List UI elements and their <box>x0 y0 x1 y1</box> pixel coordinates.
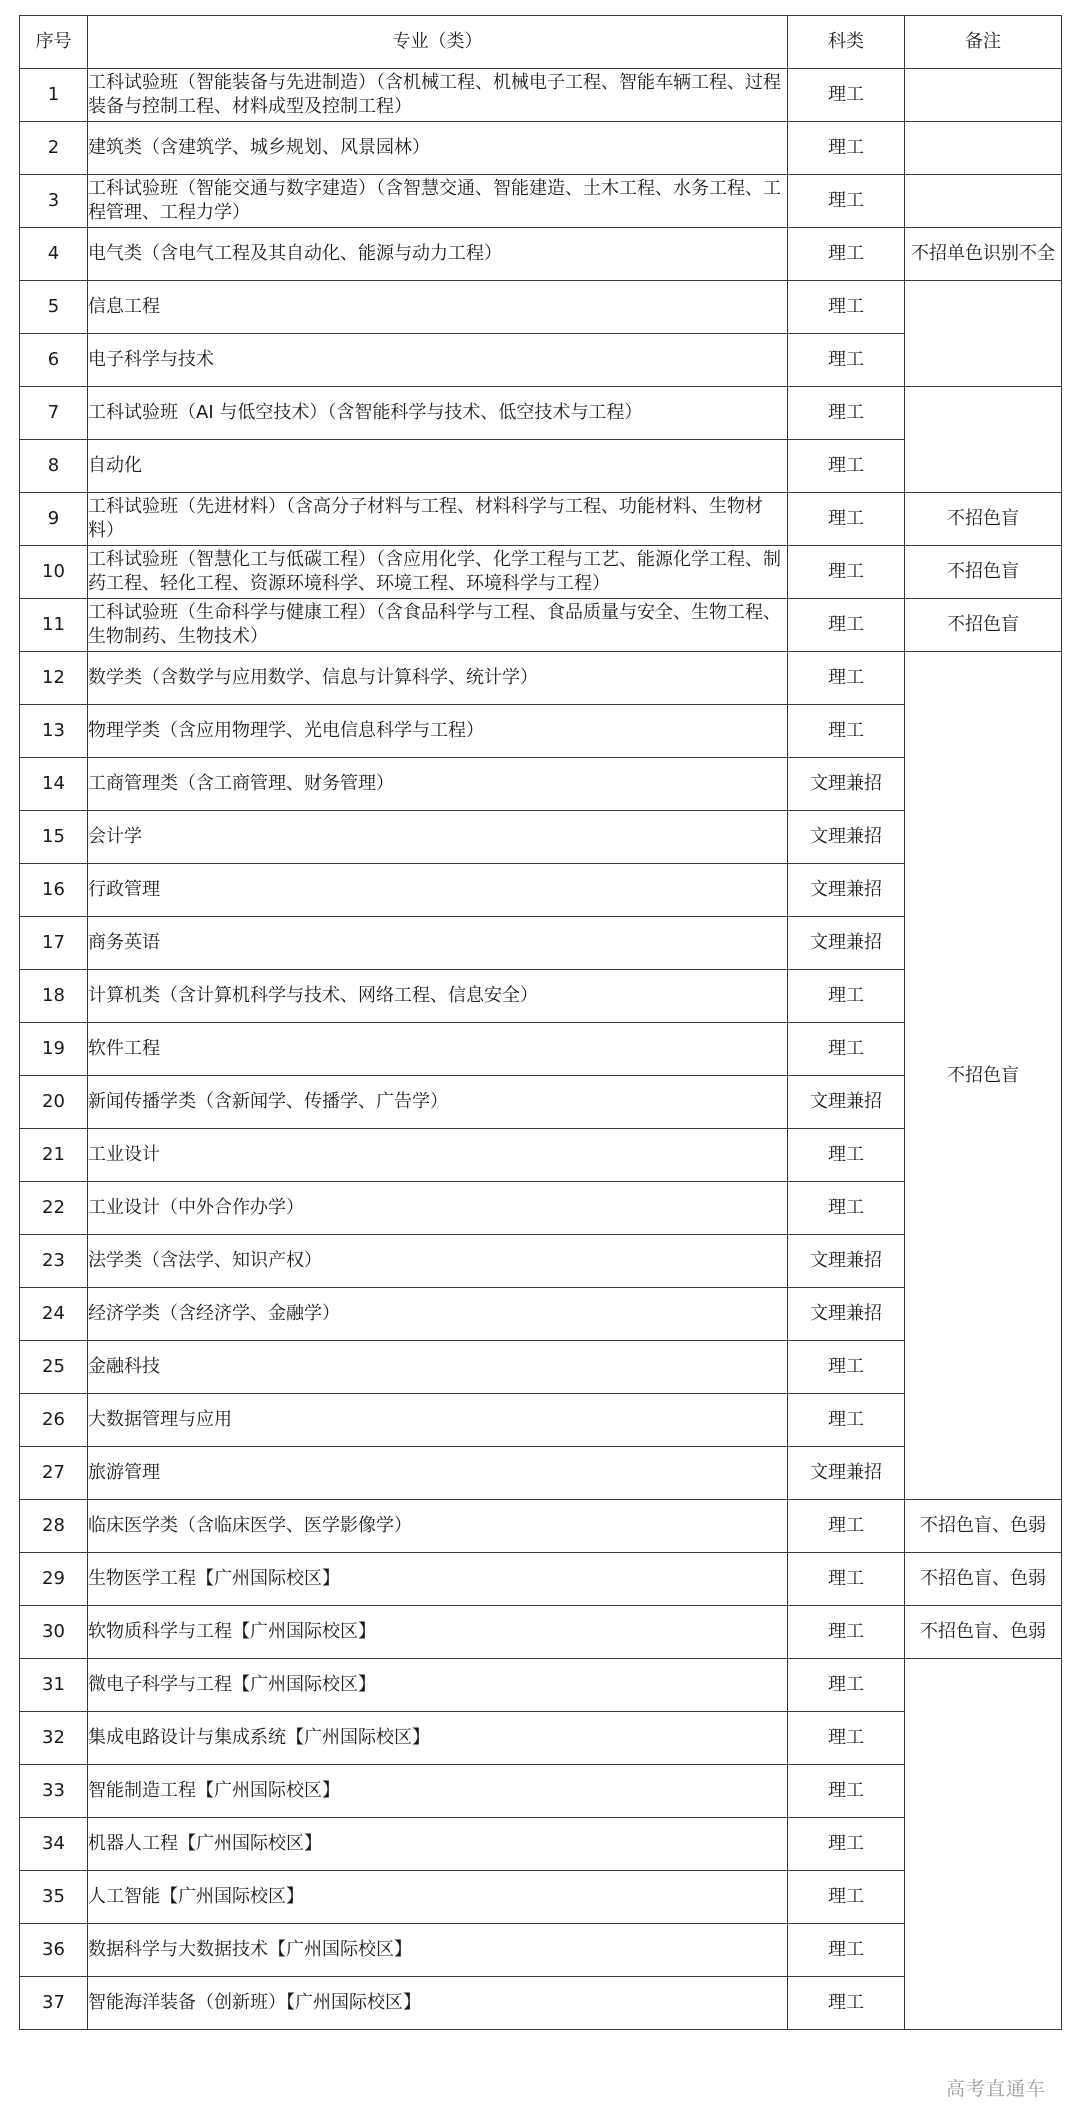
major-category: 理工 <box>788 970 905 1023</box>
major-name: 智能海洋装备（创新班）【广州国际校区】 <box>88 1977 788 2030</box>
row-number: 14 <box>20 758 88 811</box>
major-category: 文理兼招 <box>788 811 905 864</box>
major-name: 集成电路设计与集成系统【广州国际校区】 <box>88 1712 788 1765</box>
remark-cell <box>905 281 1062 387</box>
major-name: 法学类（含法学、知识产权） <box>88 1235 788 1288</box>
table-row <box>20 599 1062 652</box>
major-category: 文理兼招 <box>788 758 905 811</box>
table-row <box>20 1500 1062 1553</box>
major-category: 理工 <box>788 387 905 440</box>
major-category: 理工 <box>788 652 905 705</box>
major-category: 文理兼招 <box>788 1288 905 1341</box>
row-number: 9 <box>20 493 88 546</box>
header-major: 专业（类） <box>88 16 788 69</box>
remark-cell <box>905 175 1062 228</box>
remark-cell: 不招色盲 <box>905 652 1062 1500</box>
major-category: 文理兼招 <box>788 864 905 917</box>
major-category: 文理兼招 <box>788 1235 905 1288</box>
row-number: 11 <box>20 599 88 652</box>
major-name: 建筑类（含建筑学、城乡规划、风景园林） <box>88 122 788 175</box>
row-number: 23 <box>20 1235 88 1288</box>
major-category: 理工 <box>788 1129 905 1182</box>
major-category: 理工 <box>788 1606 905 1659</box>
row-number: 20 <box>20 1076 88 1129</box>
major-category: 理工 <box>788 175 905 228</box>
major-name: 智能制造工程【广州国际校区】 <box>88 1765 788 1818</box>
major-name: 工科试验班（智慧化工与低碳工程）（含应用化学、化学工程与工艺、能源化学工程、制药工程、轻化工程、资源环境科学、环境工程、环境科学与工程） <box>88 546 788 599</box>
table-row <box>20 652 1062 705</box>
row-number: 31 <box>20 1659 88 1712</box>
header-category: 科类 <box>788 16 905 69</box>
major-category: 理工 <box>788 69 905 122</box>
major-name: 自动化 <box>88 440 788 493</box>
row-number: 25 <box>20 1341 88 1394</box>
major-name: 软件工程 <box>88 1023 788 1076</box>
major-name: 物理学类（含应用物理学、光电信息科学与工程） <box>88 705 788 758</box>
table-row <box>20 281 1062 334</box>
row-number: 36 <box>20 1924 88 1977</box>
table-row <box>20 122 1062 175</box>
major-category: 理工 <box>788 1977 905 2030</box>
major-category: 文理兼招 <box>788 1447 905 1500</box>
table-row <box>20 387 1062 440</box>
major-category: 理工 <box>788 281 905 334</box>
table-row <box>20 228 1062 281</box>
major-name: 工科试验班（AI 与低空技术）（含智能科学与技术、低空技术与工程） <box>88 387 788 440</box>
major-category: 理工 <box>788 1712 905 1765</box>
row-number: 29 <box>20 1553 88 1606</box>
table-row <box>20 546 1062 599</box>
major-name: 电子科学与技术 <box>88 334 788 387</box>
major-category: 理工 <box>788 1023 905 1076</box>
major-category: 理工 <box>788 1871 905 1924</box>
row-number: 7 <box>20 387 88 440</box>
major-category: 理工 <box>788 334 905 387</box>
remark-cell: 不招色盲 <box>905 493 1062 546</box>
row-number: 22 <box>20 1182 88 1235</box>
row-number: 17 <box>20 917 88 970</box>
major-name: 数学类（含数学与应用数学、信息与计算科学、统计学） <box>88 652 788 705</box>
row-number: 34 <box>20 1818 88 1871</box>
major-name: 人工智能【广州国际校区】 <box>88 1871 788 1924</box>
major-name: 商务英语 <box>88 917 788 970</box>
major-category: 理工 <box>788 493 905 546</box>
table-row <box>20 1606 1062 1659</box>
row-number: 24 <box>20 1288 88 1341</box>
remark-cell: 不招单色识别不全 <box>905 228 1062 281</box>
major-name: 工业设计 <box>88 1129 788 1182</box>
row-number: 26 <box>20 1394 88 1447</box>
major-name: 工科试验班（生命科学与健康工程）（含食品科学与工程、食品质量与安全、生物工程、生物制药、生物技术） <box>88 599 788 652</box>
row-number: 16 <box>20 864 88 917</box>
major-name: 电气类（含电气工程及其自动化、能源与动力工程） <box>88 228 788 281</box>
major-category: 理工 <box>788 1553 905 1606</box>
watermark: 高考直通车 <box>945 2078 1046 2100</box>
row-number: 30 <box>20 1606 88 1659</box>
major-name: 机器人工程【广州国际校区】 <box>88 1818 788 1871</box>
row-number: 28 <box>20 1500 88 1553</box>
major-name: 行政管理 <box>88 864 788 917</box>
major-name: 工科试验班（智能交通与数字建造）（含智慧交通、智能建造、土木工程、水务工程、工程管理、工程力学） <box>88 175 788 228</box>
majors-table <box>19 15 1062 2030</box>
major-name: 微电子科学与工程【广州国际校区】 <box>88 1659 788 1712</box>
row-number: 27 <box>20 1447 88 1500</box>
major-category: 理工 <box>788 440 905 493</box>
major-name: 数据科学与大数据技术【广州国际校区】 <box>88 1924 788 1977</box>
row-number: 5 <box>20 281 88 334</box>
major-category: 理工 <box>788 1924 905 1977</box>
major-name: 经济学类（含经济学、金融学） <box>88 1288 788 1341</box>
major-category: 理工 <box>788 546 905 599</box>
major-category: 理工 <box>788 1659 905 1712</box>
row-number: 35 <box>20 1871 88 1924</box>
major-name: 旅游管理 <box>88 1447 788 1500</box>
row-number: 1 <box>20 69 88 122</box>
major-category: 理工 <box>788 705 905 758</box>
row-number: 8 <box>20 440 88 493</box>
row-number: 2 <box>20 122 88 175</box>
remark-cell: 不招色盲 <box>905 599 1062 652</box>
remark-cell <box>905 1659 1062 2030</box>
major-category: 理工 <box>788 1182 905 1235</box>
remark-cell: 不招色盲、色弱 <box>905 1500 1062 1553</box>
table-row <box>20 1553 1062 1606</box>
major-name: 工商管理类（含工商管理、财务管理） <box>88 758 788 811</box>
row-number: 21 <box>20 1129 88 1182</box>
table-row <box>20 493 1062 546</box>
major-category: 理工 <box>788 1394 905 1447</box>
major-name: 软物质科学与工程【广州国际校区】 <box>88 1606 788 1659</box>
major-name: 生物医学工程【广州国际校区】 <box>88 1553 788 1606</box>
row-number: 10 <box>20 546 88 599</box>
row-number: 12 <box>20 652 88 705</box>
remark-cell: 不招色盲 <box>905 546 1062 599</box>
table-header-row <box>20 16 1062 69</box>
row-number: 13 <box>20 705 88 758</box>
remark-cell <box>905 387 1062 493</box>
row-number: 19 <box>20 1023 88 1076</box>
remark-cell <box>905 122 1062 175</box>
row-number: 18 <box>20 970 88 1023</box>
major-name: 工科试验班（智能装备与先进制造）（含机械工程、机械电子工程、智能车辆工程、过程装备与控制工程、材料成型及控制工程） <box>88 69 788 122</box>
remark-cell: 不招色盲、色弱 <box>905 1553 1062 1606</box>
header-remark: 备注 <box>905 16 1062 69</box>
major-category: 文理兼招 <box>788 1076 905 1129</box>
major-name: 金融科技 <box>88 1341 788 1394</box>
major-category: 文理兼招 <box>788 917 905 970</box>
table-row <box>20 69 1062 122</box>
table-row <box>20 1659 1062 1712</box>
major-name: 工业设计（中外合作办学） <box>88 1182 788 1235</box>
row-number: 33 <box>20 1765 88 1818</box>
row-number: 3 <box>20 175 88 228</box>
major-category: 理工 <box>788 1765 905 1818</box>
row-number: 4 <box>20 228 88 281</box>
major-category: 理工 <box>788 1500 905 1553</box>
major-category: 理工 <box>788 1341 905 1394</box>
major-name: 新闻传播学类（含新闻学、传播学、广告学） <box>88 1076 788 1129</box>
row-number: 6 <box>20 334 88 387</box>
row-number: 15 <box>20 811 88 864</box>
major-name: 工科试验班（先进材料）（含高分子材料与工程、材料科学与工程、功能材料、生物材料） <box>88 493 788 546</box>
remark-cell: 不招色盲、色弱 <box>905 1606 1062 1659</box>
major-category: 理工 <box>788 228 905 281</box>
major-category: 理工 <box>788 599 905 652</box>
major-name: 会计学 <box>88 811 788 864</box>
table-row <box>20 175 1062 228</box>
row-number: 37 <box>20 1977 88 2030</box>
major-name: 临床医学类（含临床医学、医学影像学） <box>88 1500 788 1553</box>
remark-cell <box>905 69 1062 122</box>
row-number: 32 <box>20 1712 88 1765</box>
major-name: 计算机类（含计算机科学与技术、网络工程、信息安全） <box>88 970 788 1023</box>
major-name: 信息工程 <box>88 281 788 334</box>
major-category: 理工 <box>788 1818 905 1871</box>
major-category: 理工 <box>788 122 905 175</box>
header-index: 序号 <box>20 16 88 69</box>
major-name: 大数据管理与应用 <box>88 1394 788 1447</box>
